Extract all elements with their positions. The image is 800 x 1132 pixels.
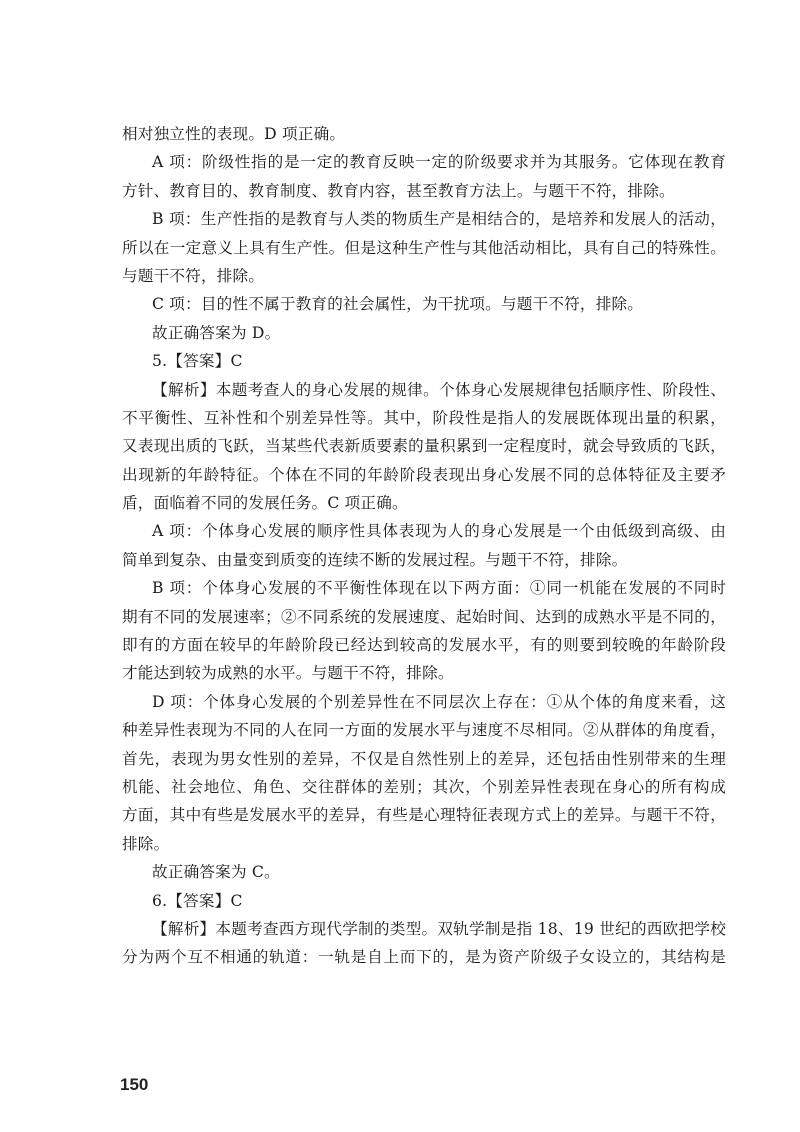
text-line: 方面，其中有些是发展水平的差异，有些是心理特征表现方式上的差异。与题干不符， (122, 806, 726, 825)
text-line: 与题干不符，排除。 (122, 266, 265, 285)
text-line: D 项：个体身心发展的个别差异性在不同层次上存在：①从个体的角度来看，这 (152, 692, 726, 711)
text-line: B 项：生产性指的是教育与人类的物质生产是相结合的，是培养和发展人的活动， (152, 210, 726, 229)
text-line: 所以在一定意义上具有生产性。但是这种生产性与其他活动相比，具有自己的特殊性。 (122, 238, 726, 257)
text-line: 5.【答案】C (152, 352, 243, 371)
text-line: 盾，面临着不同的发展任务。C 项正确。 (122, 494, 408, 513)
page-number: 150 (120, 1075, 149, 1094)
page-body (122, 120, 726, 972)
text-line: 方针、教育目的、教育制度、教育内容，甚至教育方法上。与题干不符，排除。 (122, 181, 675, 200)
text-line: 机能、社会地位、角色、交往群体的差别；其次，个别差异性表现在身心的所有构成 (122, 777, 726, 796)
text-line: 出现新的年龄特征。个体在不同的年龄阶段表现出身心发展不同的总体特征及主要矛 (122, 465, 726, 484)
text-line: 故正确答案为 D。 (152, 323, 281, 342)
text-line: A 项：阶级性指的是一定的教育反映一定的阶级要求并为其服务。它体现在教育 (152, 153, 726, 172)
text-line: 首先，表现为男女性别的差异，不仅是自然性别上的差异，还包括由性别带来的生理 (122, 749, 726, 768)
text-line: 6.【答案】C (152, 891, 243, 910)
text-line: C 项：目的性不属于教育的社会属性，为干扰项。与题干不符，排除。 (152, 295, 644, 314)
text-line: 即有的方面在较早的年龄阶段已经达到较高的发展水平，有的则要到较晚的年龄阶段 (122, 636, 726, 655)
text-line: 分为两个互不相通的轨道：一轨是自上而下的，是为资产阶级子女设立的，其结构是 (122, 948, 726, 967)
text-line: A 项：个体身心发展的顺序性具体表现为人的身心发展是一个由低级到高级、由 (152, 522, 726, 541)
text-line: 简单到复杂、由量变到质变的连续不断的发展过程。与题干不符，排除。 (122, 550, 628, 569)
text-line: 不平衡性、互补性和个别差异性等。其中，阶段性是指人的发展既体现出量的积累， (122, 408, 726, 427)
text-line: 排除。 (122, 834, 170, 853)
text-line: 【解析】本题考查人的身心发展的规律。个体身心发展规律包括顺序性、阶段性、 (152, 380, 726, 399)
text-line: 故正确答案为 C。 (152, 863, 280, 882)
text-line: 又表现出质的飞跃，当某些代表新质要素的量积累到一定程度时，就会导致质的飞跃， (122, 437, 726, 456)
text-line: B 项：个体身心发展的不平衡性体现在以下两方面：①同一机能在发展的不同时 (152, 579, 726, 598)
text-line: 种差异性表现为不同的人在同一方面的发展水平与速度不尽相同。②从群体的角度看， (122, 721, 726, 740)
text-line: 【解析】本题考查西方现代学制的类型。双轨学制是指 18、19 世纪的西欧把学校 (152, 919, 726, 938)
text-line: 才能达到较为成熟的水平。与题干不符，排除。 (122, 664, 454, 683)
text-line: 期有不同的发展速率；②不同系统的发展速度、起始时间、达到的成熟水平是不同的， (122, 607, 726, 626)
text-line: 相对独立性的表现。D 项正确。 (122, 125, 346, 143)
